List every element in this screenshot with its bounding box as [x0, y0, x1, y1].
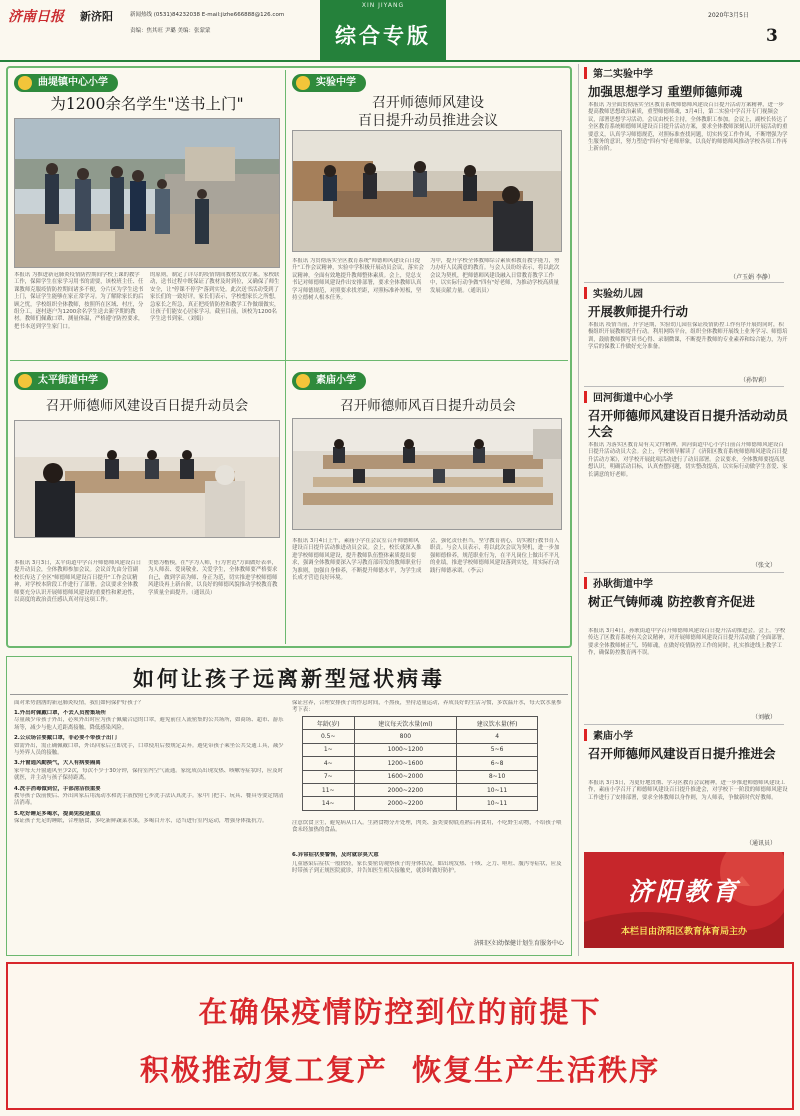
headline-a3: 召开师德师风建设百日提升动员会: [45, 398, 249, 414]
section-title: 综合专版: [335, 23, 431, 48]
table-header-ml: 建议每天饮水量(ml): [354, 717, 457, 730]
health-section-text: 家中每天开窗通风至少2次，每次不少于30分钟，保持室内空气流通。家庭成员出现发热、咳嗽等症状时，应及时就医，并主动与孩子保持距离。: [14, 767, 284, 782]
r1-sig: （卢玉娟 李静）: [730, 274, 774, 281]
r3-body: 本报讯 为落实区教育局有关文件精神，回河街道中心小学日前召开师德师风建设百日提升活动动员大会。会上，学校领导解读了《济阳区教育系统师德师风建设百日提升活动方案》，对学校开展此项活动进行了动员部署。会议要求，全体教师要提高思想认识，明确活动目标，认真查摆问题，切实整改提高，以实际行动做学生喜爱、家长满意的好老师。: [588, 442, 788, 478]
photo-a1: [14, 118, 280, 268]
r1-title: 加强思想学习 重塑师德师魂: [588, 84, 743, 99]
r3-title: 召开师德师风建设百日提升活动动员大会: [588, 408, 789, 439]
health-section-text: 保证孩子充足的睡眠，合理膳食，多吃新鲜蔬菜水果，多喝白开水，适当进行室内运动，增强身体抵抗力。: [14, 818, 268, 825]
table-cell: 0.5~: [303, 730, 355, 743]
health-col2-text: 保证营养，合理安排孩子的作息时间，不熬夜，坚持适量运动，养成良好的生活习惯，多饮温开水，每天饮水量参考下表：: [292, 700, 562, 714]
tag-qudi-school: [14, 74, 118, 92]
label-text: 实验幼儿园: [593, 289, 643, 300]
health-section-head: 4.洗手消毒做到位，手部清洁很重要: [14, 785, 101, 792]
frame-divider-h: [10, 360, 568, 361]
masthead-rule: [0, 60, 800, 62]
table-cell: 1~: [303, 743, 355, 756]
health-credit: 济阳区妇幼保健计划生育服务中心: [473, 940, 564, 947]
body-a4-right: 会，强化责任担当，坚守教育初心，切实履行教书育人职责。与会人员表示，将以此次会议为契机，进一步加强师德修养，规范职业行为，在平凡岗位上做出不平凡的业绩，推进学校师德师风建设落到实处，用实际行动践行师德承诺。（李云）: [430, 538, 560, 574]
logo-brand: 济阳教育: [627, 877, 740, 906]
table-row: [303, 743, 538, 756]
table-row: [303, 770, 538, 783]
page-number: 3: [766, 26, 778, 46]
health-section: [14, 735, 286, 757]
r1-body: 本报讯 为全面贯彻落实全区教育系统师德师风建设百日提升活动方案精神，进一步提高教师思想政治素质，重塑师德师魂，3月4日，第二实验中学召开专门视频会议，部署思想学习活动。会议由校长主持，全体教职工参加。会议上，副校长传达了全区教育系统师德师风建设百日提升活动方案，要求全体教师深刻认识开展活动的重要意义，认真学习师德规范，对照标准查找问题，切实转变工作作风，不断增强为学生服务的意识，努力塑造"四有"好老师形象，以良好的师德师风推动学校各项工作再上新台阶。: [588, 102, 788, 153]
tag-sumiao-school: [292, 372, 366, 390]
health-section-text: 如需外出，需正确佩戴口罩，外出回家后立即洗手，口罩使用后按规定丢弃。避免带孩子乘坐公共交通工具，减少与外界人员的接触。: [14, 742, 284, 757]
r-divider: [584, 724, 784, 725]
frame-divider-v: [285, 70, 286, 644]
label-text: 第二实验中学: [593, 69, 653, 80]
headline-a2-line2: 百日提升动员推进会议: [358, 113, 498, 129]
body-a2-right: 为中，提升学校全体教师综合素质和教育教学能力，努力办好人民满意的教育。与会人员纷纷表示，将以此次会议为契机，把师德师风建设融入日常教育教学工作中，以实际行动争做"四有"好老师，为推动学校高质量发展贡献力量。（通讯员）: [430, 258, 560, 294]
body-a4-left: 本报讯 3月4日上午，素庙小学在会议室召开师德师风建设百日提升活动推进动员会议。会上，校长就深入推进学校师德师风建设，提升教师队伍整体素质提出要求，强调全体教师要深入学习教育部印发的教师职业行为准则，加强自身修养，不断提升师德水平，为学生成长成才营造良好环境。: [292, 538, 422, 582]
health-section-head: 2.公众场合要戴口罩，非必要不带孩子出门: [14, 735, 117, 742]
label-mark-icon: [584, 287, 587, 299]
health-section-head: 1.外出时佩戴口罩，不去人员密集场所: [14, 710, 107, 716]
tag-label: 素庙小学: [316, 375, 356, 386]
logo-subtitle: 本栏目由济阳区教育体育局主办: [620, 927, 747, 937]
table-row: [303, 730, 538, 743]
slogan-line2: 积极推动复工复产 恢复生产生活秩序: [139, 1053, 661, 1087]
table-cell: 14~: [303, 797, 355, 810]
masthead: [0, 0, 800, 64]
label-text: 素庙小学: [593, 731, 633, 742]
label-mark-icon: [584, 577, 587, 589]
health-col2-head6: 6.异常症状要警惕，及时就诊莫大意: [292, 852, 379, 858]
health-col1: [14, 710, 286, 948]
r5-title: 召开师德师风建设百日提升推进会: [588, 746, 776, 761]
table-header-age: 年龄(岁): [303, 717, 355, 730]
r2-label: [584, 286, 784, 304]
table-cell: 1600~2000: [354, 770, 457, 783]
tag-label: 曲堤镇中心小学: [38, 77, 108, 88]
photo-a2: [292, 130, 562, 252]
table-cell: 2000~2200: [354, 797, 457, 810]
r1-label: [584, 66, 784, 84]
r4-title: 树正气铸师魂 防控教育齐促进: [588, 594, 755, 609]
r2-title: 开展教师提升行动: [588, 304, 689, 319]
body-a3-right: 美德为楷模，在"学为人师，行为世范"方面做好表率，为人师表、爱岗敬业、关爱学生，全体教师要严格要求自己，做到学高为师、身正为范，切实推进学校师德师风建设再上新台阶，以良好的师德风貌推动学校教育教学质量全面提升。（通讯员）: [148, 560, 278, 596]
photo-a4: [292, 418, 562, 530]
health-section-text: 教导孩子饭前便后、外出回家后用流动水和洗手液按照七步洗手法认真洗手。家中门把手、玩具、餐具等要定期清洁消毒。: [14, 793, 284, 807]
health-intro: 面对来势汹汹的新冠肺炎疫情，我们如何保护好孩子？: [14, 700, 144, 706]
r5-label: [584, 728, 784, 746]
health-section: [14, 710, 286, 732]
r4-label: [584, 576, 784, 594]
table-row: [303, 783, 538, 796]
tag-dot-icon: [296, 76, 310, 90]
table-cell: 11~: [303, 783, 355, 796]
issue-date: 2020年3月5日: [708, 12, 749, 19]
r2-body: 本报讯 疫情当前，开学延期，实验幼儿园在保证疫情防控工作有序开展的同时，积极组织开展教师提升行动。利用网络平台，组织全体教师开展线上业务学习、师德培训，鼓励教师撰写读书心得、录制微课，不断提升教师的专业素养和综合能力，为开学后的保教工作做好充分准备。: [588, 322, 788, 351]
label-text: 回河街道中心小学: [593, 393, 673, 404]
table-cell: 800: [354, 730, 457, 743]
table-cell: 4: [457, 730, 538, 743]
label-mark-icon: [584, 67, 587, 79]
table-row: [303, 797, 538, 810]
edition-name: 新济阳: [80, 10, 113, 23]
tag-dot-icon: [296, 374, 310, 388]
tag-shiyan-school: [292, 74, 366, 92]
health-rule: [10, 694, 568, 695]
table-cell: 1200~1600: [354, 757, 457, 770]
body-a1-left: 本报讯 为推进新冠肺炎疫情防控期间学校上课的教学工作，保障学生在家学习用书的需要，该校班主任、任课教师克服疫情防控期间诸多不便，分片区为学生送书上门，保证学生能够在家正常学习。为了解除家长的后顾之忧，学校组织全体教师，按照所在区域、村庄，分组分工，逐村逐户为1200余名学生送去新学期的教材。教师们佩戴口罩、测量体温，严格遵守防控要求，把书本送到学生家门口。: [14, 272, 144, 330]
health-section: [14, 811, 286, 826]
table-cell: 7~: [303, 770, 355, 783]
education-logo-box: [584, 852, 784, 948]
section-banner: [320, 0, 446, 60]
r2-sig: （孙智莉）: [740, 377, 771, 384]
table-cell: 10~11: [457, 797, 538, 810]
table-cell: 5~6: [457, 743, 538, 756]
table-cell: 10~11: [457, 783, 538, 796]
headline-a2-line1: 召开师德师风建设: [372, 95, 484, 111]
health-section: [14, 786, 286, 808]
table-cell: 2000~2200: [354, 783, 457, 796]
table-header-cups: 建议饮水量(杯): [457, 717, 538, 730]
table-header-row: [303, 717, 538, 730]
health-section: [14, 760, 286, 782]
tag-label: 太平街道中学: [38, 375, 98, 386]
r5-body: 本报讯 3月3日，为更好地贯彻、学习区教育会议精神，进一步推进师德师风建设工作，素庙小学召开了师德师风建设百日提升推进会，对学校下一阶段的师德师风建设工作进行了安排部署，要求全体教师以身作则，为人师表，争做新时代好教师。: [588, 780, 788, 801]
tag-taiping-school: [14, 372, 108, 390]
table-cell: 1000~1200: [354, 743, 457, 756]
r3-sig: （张文）: [752, 562, 777, 569]
editors: 责编：焦其旺 尹璐 美编：张蒙蒙: [130, 28, 211, 34]
r4-body: 本报讯 3月4日，孙耿街道中学召开师德师风建设百日提升活动推进会。会上，学校传达了区教育系统有关会议精神，对开展师德师风建设百日提升活动做了全面部署，要求全体教师树正气、铸师魂，在做好疫情防控工作的同时，扎实推进线上教学工作，确保防控教育两不误。: [588, 628, 788, 657]
label-text: 孙耿街道中学: [593, 579, 653, 590]
health-section-head: 5.吃好睡足多喝水，提高免疫是重点: [14, 810, 101, 817]
body-a1-right: 的原则，制定了详尽的疫情期间教材发放方案。家校联动，送书过程中既保证了教材及时到位，又确保了师生安全，让"停课不停学"落到实处。此次送书活动受到了家长们的一致好评，家长们表示，学校想家长之所想，急家长之所急，真正把疫情防控和教学工作做细做实，让孩子们能安心居家学习。截至目前，该校为1200名学生送书到家。（刘娟）: [150, 272, 280, 323]
tag-dot-icon: [18, 76, 32, 90]
table-row: [303, 757, 538, 770]
health-col2-text6: 儿童感染后症状一般较轻，家长要密切观察孩子的身体状况，如出现发热、干咳、乏力、呕吐、腹泻等症状，应及时带孩子到正规医院就诊，并告知医生相关接触史，就诊时做好防护。: [292, 861, 562, 875]
headline-a4: 召开师德师风百日提升动员会: [340, 398, 516, 414]
body-a3-left: 本报讯 3月3日，太平街道中学召开师德师风建设百日提升动员会，全体教师参加会议。会议首先由分管副校长传达了全区"师德师风建设百日提升"工作会议精神，对学校本阶段工作进行了部署。会议要求全体教师要充分认识开展师德师风建设的重要性和紧迫性，以高度的政治责任感认真对待这项工作。: [14, 560, 142, 604]
health-section-text: 尽量减少带孩子外出，必须外出时应为孩子佩戴合适的口罩，避免前往人流密集的公共场所，如商场、超市、游乐场等，减少与他人近距离接触，降低感染风险。: [14, 717, 284, 731]
r5-sig: （通讯员）: [746, 840, 777, 847]
label-mark-icon: [584, 729, 587, 741]
paper-name: 济南日报: [8, 9, 64, 25]
health-section-head: 3.开窗通风勤换气，大人有病要隔离: [14, 760, 101, 767]
r-divider: [584, 282, 784, 283]
table-cell: 6~8: [457, 757, 538, 770]
slogan-line1: 在确保疫情防控到位的前提下: [198, 995, 602, 1029]
table-cell: 4~: [303, 757, 355, 770]
slogan-box: [6, 962, 794, 1110]
r-divider: [584, 386, 784, 387]
tag-dot-icon: [18, 374, 32, 388]
r-divider: [584, 572, 784, 573]
table-cell: 8~10: [457, 770, 538, 783]
headline-a1: 为1200余名学生"送书上门": [50, 95, 244, 113]
r4-sig: （刘敏）: [752, 714, 777, 721]
water-intake-table: [302, 716, 538, 811]
health-col2-more: 注意饮食卫生，避免病从口入。生熟食物分开处理，肉类、蛋类要彻底煮熟后再食用，不吃野生动物，不给孩子喂食未经加热的食品。: [292, 820, 562, 834]
r3-label: [584, 390, 784, 408]
banner-pinyin: XIN JIYANG: [361, 2, 405, 9]
hotline: 新闻热线 (0531)84232038 E-mail:jizhe666888@126.com: [130, 12, 285, 18]
label-mark-icon: [584, 391, 587, 403]
right-column-rule: [578, 64, 579, 956]
photo-a3: [14, 420, 280, 538]
health-title: 如何让孩子远离新型冠状病毒: [133, 666, 445, 691]
tag-label: 实验中学: [316, 77, 356, 88]
body-a2-left: 本报讯 为贯彻落实全区教育系统"师德师风建设百日提升"工作会议精神，实验中学积极开展动员会议，落实会议精神，全面有效地提升教师整体素质。会上，党总支书记对师德师风建设作出安排部署，要求全体教师认真学习师德规范，对照要求找差距，对照标准补短板，坚持立德树人根本任务。: [292, 258, 424, 302]
